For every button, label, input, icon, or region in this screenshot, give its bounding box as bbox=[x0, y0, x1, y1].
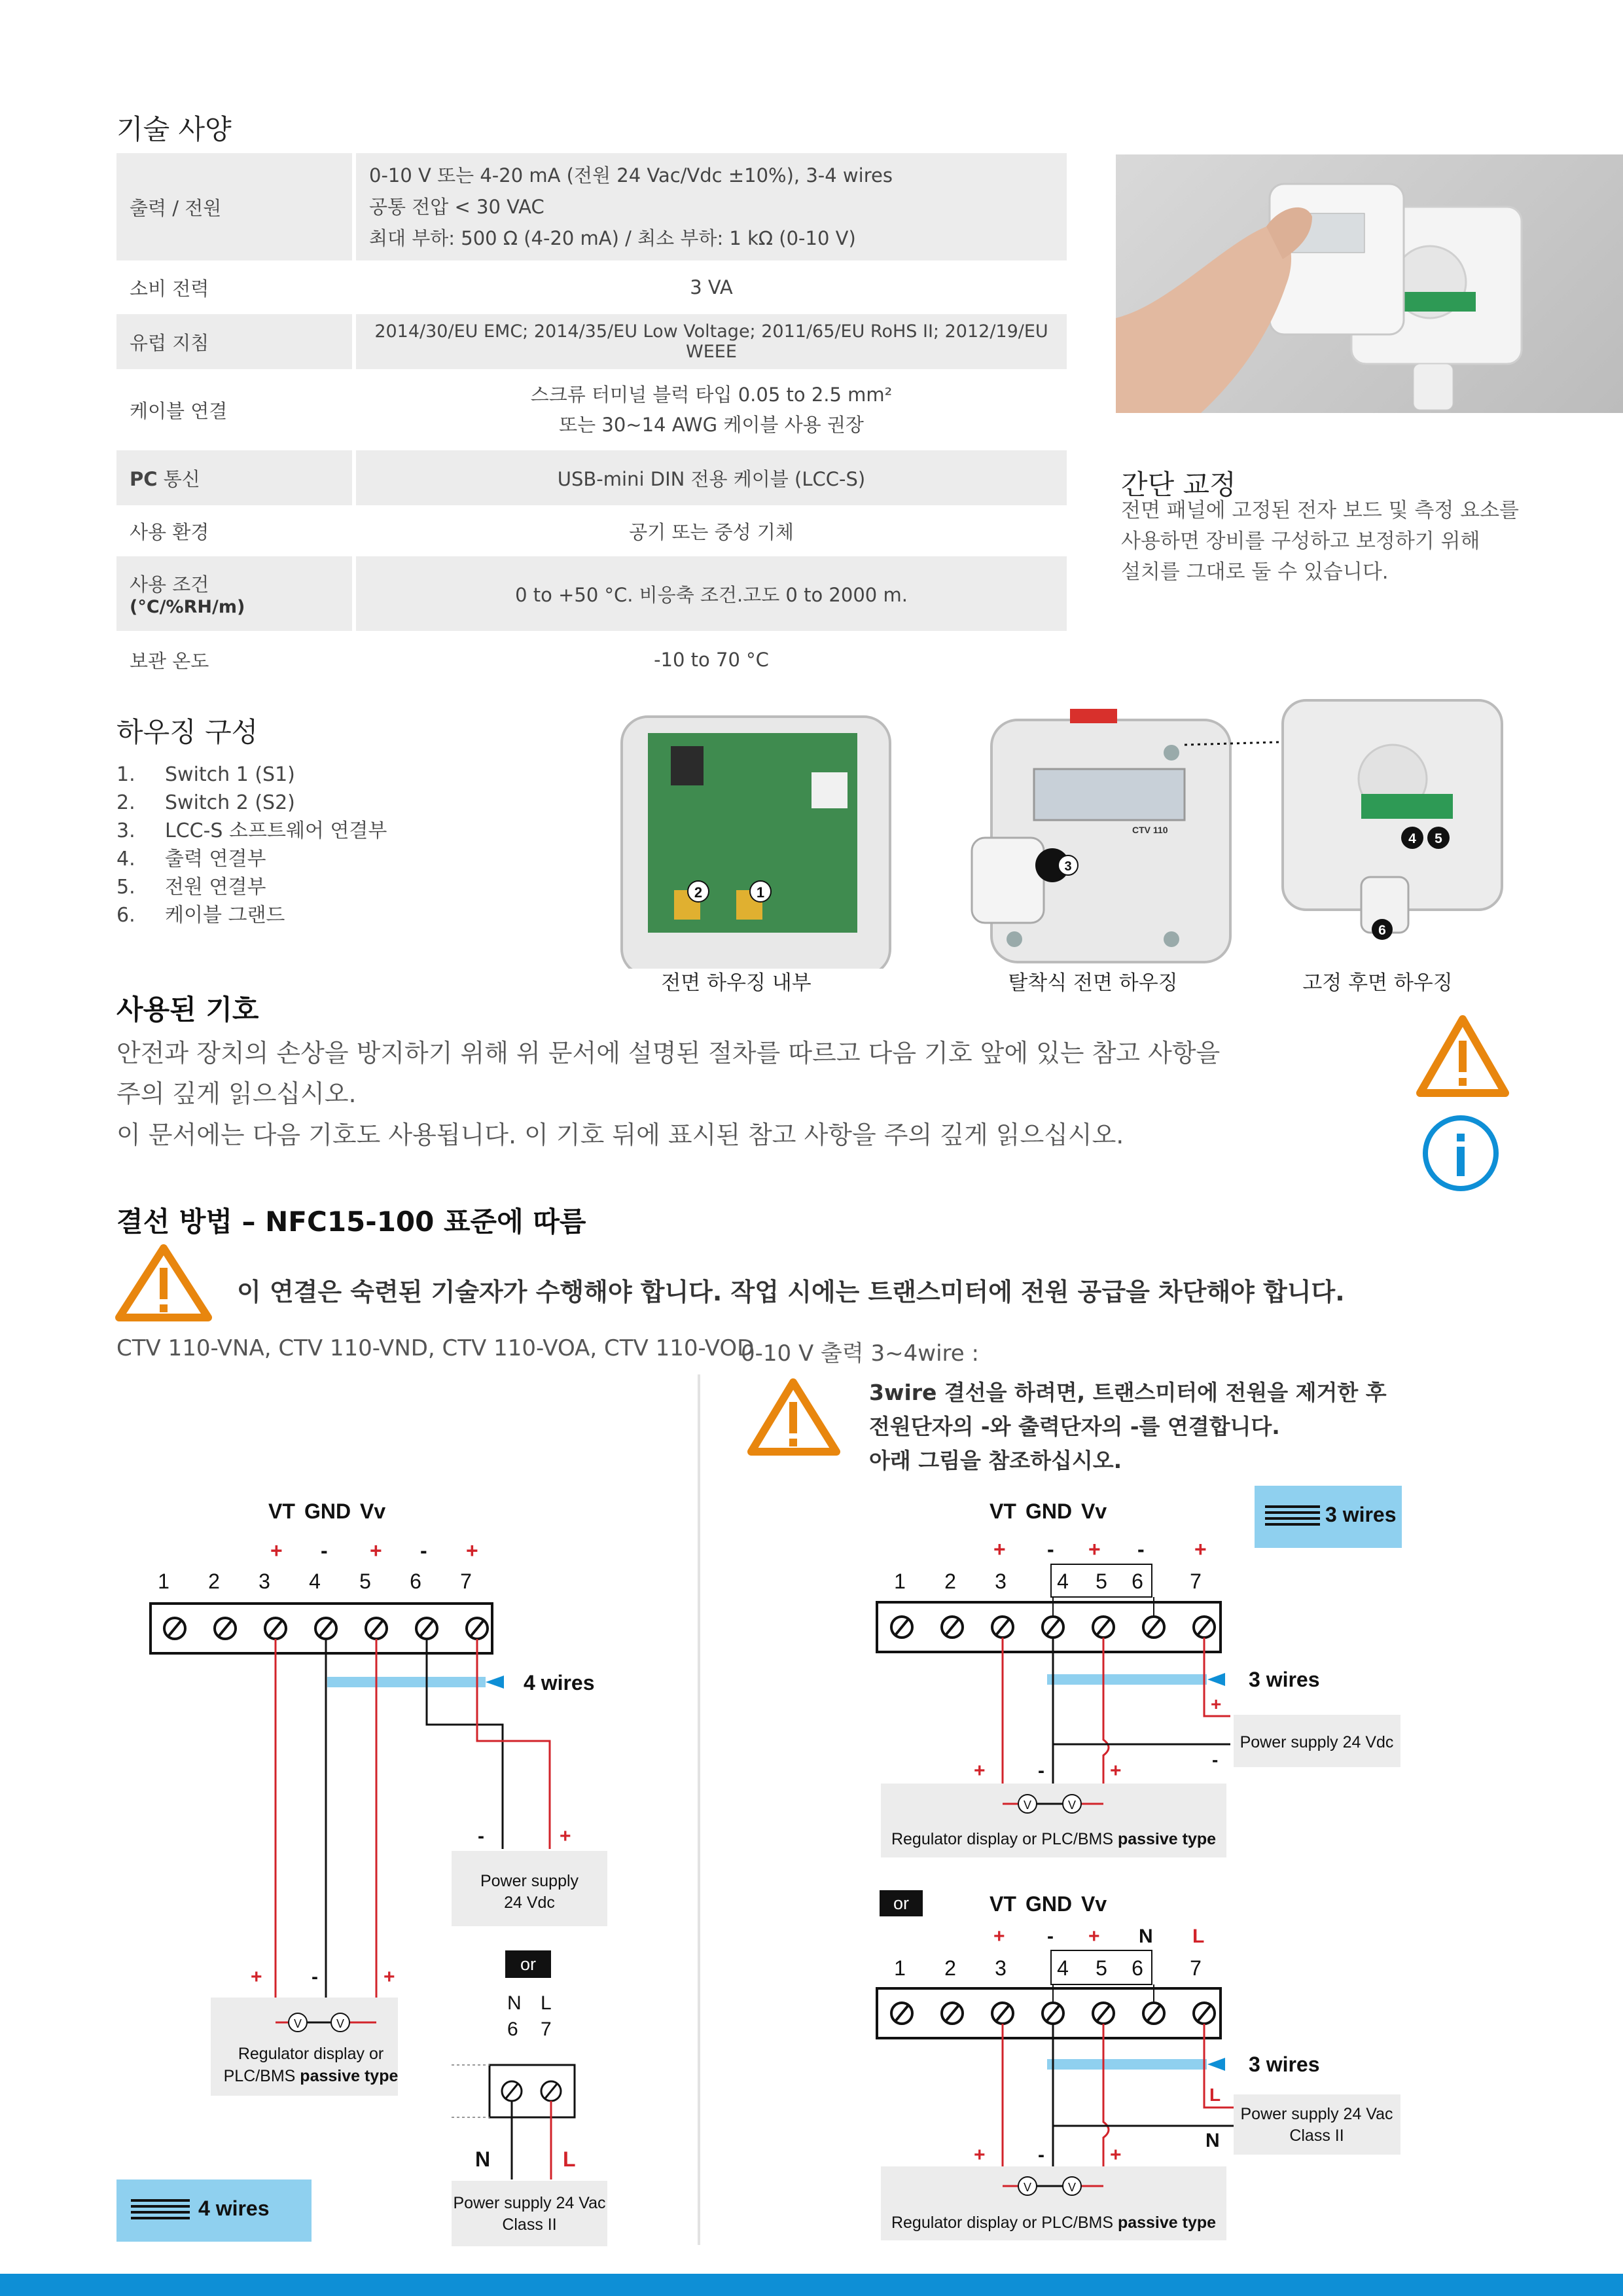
terminal-number: 5 bbox=[1096, 1956, 1107, 1980]
or-badge: or bbox=[520, 1954, 537, 1974]
quick-fix-title: 간단 교정 bbox=[1121, 469, 1236, 501]
warning-icon bbox=[111, 1240, 216, 1325]
spec-key: 케이블 연결 bbox=[116, 369, 354, 450]
terminal-number: 3 bbox=[995, 1570, 1007, 1593]
polarity-mark: + bbox=[974, 1760, 986, 1782]
brand-label: CTV 110 bbox=[1132, 825, 1168, 835]
neutral-label: N bbox=[507, 1992, 522, 2014]
spec-line: 스크류 터미널 블럭 타입 0.05 to 2.5 mm² bbox=[530, 384, 893, 406]
quick-fix-text bbox=[1121, 495, 1560, 588]
marker-1: 1 bbox=[756, 884, 765, 901]
polarity-mark: + bbox=[370, 1539, 382, 1562]
polarity-mark: + bbox=[383, 1966, 395, 1988]
wire-count-label: 3 wires bbox=[1249, 2053, 1320, 2076]
three-wire-note bbox=[869, 1376, 1387, 1478]
info-icon bbox=[1420, 1113, 1502, 1194]
installation-photo bbox=[1116, 154, 1623, 413]
column-divider bbox=[698, 1374, 700, 2245]
spec-key-main: 사용 조건 bbox=[130, 573, 209, 596]
terminal-header-vt: VT bbox=[990, 1499, 1016, 1523]
photo-label-rear-fixed: 고정 후면 하우징 bbox=[1302, 971, 1453, 995]
footer-bar bbox=[0, 2274, 1623, 2296]
or-badge: or bbox=[893, 1893, 910, 1913]
note-bold: 3wire bbox=[869, 1380, 937, 1405]
psu-label: Power supply bbox=[480, 1872, 579, 1890]
terminal-number: 1 bbox=[158, 1570, 169, 1593]
list-item bbox=[116, 789, 387, 817]
psu-label: Power supply 24 Vac bbox=[453, 2194, 606, 2212]
polarity-mark: N bbox=[1139, 1926, 1153, 1947]
front-housing-photo bbox=[972, 709, 1230, 962]
spec-value: -10 to 70 °C bbox=[654, 649, 769, 671]
polarity-mark: - bbox=[1137, 1537, 1145, 1561]
terminal-number: 1 bbox=[894, 1956, 906, 1980]
terminal-number: 4 bbox=[309, 1570, 321, 1593]
regulator-label bbox=[224, 2067, 399, 2085]
housing-list bbox=[116, 761, 387, 929]
spec-row-output bbox=[116, 153, 1067, 260]
terminal-block bbox=[151, 1604, 492, 1653]
regulator-label-bold: passive type bbox=[1117, 1830, 1217, 1848]
spec-row-power bbox=[116, 260, 1067, 314]
line-label: L bbox=[563, 2147, 576, 2171]
terminal-number: 6 bbox=[507, 2018, 518, 2040]
regulator-label-text: Regulator display or PLC/BMS bbox=[891, 2214, 1118, 2232]
marker-2: 2 bbox=[694, 884, 703, 901]
item-number: 3. bbox=[116, 819, 135, 842]
regulator-label-text: PLC/BMS bbox=[223, 2067, 300, 2085]
symbols-paragraph-1 bbox=[116, 1033, 1360, 1114]
voltmeter-label: V bbox=[1023, 1799, 1032, 1812]
wiring-warning: 이 연결은 숙련된 기술자가 수행해야 합니다. 작업 시에는 트랜스미터에 전원 공급을 차단해야 합니다. bbox=[237, 1278, 1345, 1306]
neutral-label: N bbox=[475, 2147, 491, 2171]
polarity-mark: + bbox=[1110, 1760, 1122, 1782]
polarity-mark: - bbox=[1047, 1537, 1054, 1561]
terminal-header-gnd: GND bbox=[304, 1499, 351, 1523]
spec-key: 소비 전력 bbox=[116, 260, 354, 314]
spec-row-environment bbox=[116, 505, 1067, 556]
spec-value: USB-mini DIN 전용 케이블 (LCC-S) bbox=[354, 450, 1067, 505]
psu-label: Class II bbox=[502, 2215, 557, 2234]
pcb-photo bbox=[622, 717, 890, 969]
regulator-label-bold: passive type bbox=[300, 2067, 399, 2085]
item-label: 전원 연결부 bbox=[165, 876, 266, 899]
terminal-number: 3 bbox=[259, 1570, 270, 1593]
spec-line: 0-10 V 또는 4-20 mA (전원 24 Vac/Vdc ±10%), 3-4 wires bbox=[369, 164, 893, 187]
polarity-mark: + bbox=[993, 1537, 1006, 1561]
polarity-mark: - bbox=[1047, 1926, 1054, 1947]
symbols-paragraph-2: 이 문서에는 다음 기호도 사용됩니다. 이 기호 뒤에 표시된 참고 사항을 주의 깊게 읽으십시오. bbox=[116, 1121, 1124, 1149]
list-item bbox=[116, 761, 387, 789]
wire-count-label: 3 wires bbox=[1249, 1668, 1320, 1691]
polarity-mark: + bbox=[993, 1926, 1005, 1947]
item-label: LCC-S 소프트웨어 연결부 bbox=[165, 819, 387, 842]
wiring-diagram-4wire bbox=[111, 1486, 674, 2251]
terminal-block bbox=[877, 1602, 1221, 1652]
spec-row-directives bbox=[116, 314, 1067, 369]
terminal-header-vv: Vv bbox=[1081, 1892, 1107, 1916]
spec-value: 2014/30/EU EMC; 2014/35/EU Low Voltage; 2011/65/EU RoHS II; 2012/19/EU WEEE bbox=[354, 314, 1067, 369]
regulator-label bbox=[891, 1830, 1216, 1848]
polarity-mark: + bbox=[1088, 1537, 1101, 1561]
specs-title: 기술 사양 bbox=[116, 113, 232, 145]
spec-key bbox=[116, 556, 354, 631]
wiring-diagram-3wire bbox=[851, 1486, 1505, 2251]
spec-value: 0 to +50 °C. 비응축 조건.고도 0 to 2000 m. bbox=[354, 556, 1067, 631]
terminal-header-vt: VT bbox=[990, 1892, 1016, 1916]
polarity-mark: + bbox=[251, 1966, 262, 1988]
item-number: 6. bbox=[116, 904, 135, 927]
polarity-mark: + bbox=[1194, 1537, 1207, 1561]
text-line: 아래 그림을 참조하십시오. bbox=[869, 1448, 1122, 1473]
spec-value bbox=[354, 153, 1067, 260]
polarity-mark: - bbox=[312, 1966, 318, 1988]
text-line: 전면 패널에 고정된 전자 보드 및 측정 요소를 bbox=[1121, 499, 1520, 522]
spec-row-conditions bbox=[116, 556, 1067, 631]
terminal-header-gnd: GND bbox=[1026, 1499, 1073, 1523]
line-label: L bbox=[1209, 2085, 1221, 2105]
polarity-mark: - bbox=[321, 1539, 328, 1562]
terminal-block bbox=[877, 1988, 1221, 2038]
spec-key-bold: PC bbox=[130, 467, 158, 490]
spec-key-rest: 통신 bbox=[157, 467, 200, 490]
spec-key: 사용 환경 bbox=[116, 505, 354, 556]
terminal-header-vt: VT bbox=[268, 1499, 295, 1523]
psu-label: Power supply 24 Vac bbox=[1240, 2105, 1393, 2123]
spec-key: 보관 온도 bbox=[116, 631, 354, 689]
wiring-output: 0-10 V 출력 3~4wire : bbox=[741, 1340, 979, 1367]
polarity-mark: - bbox=[1038, 2144, 1044, 2166]
polarity-mark: + bbox=[1211, 1694, 1222, 1714]
terminal-number: 1 bbox=[894, 1570, 906, 1593]
terminal-number: 5 bbox=[1096, 1570, 1107, 1593]
voltmeter-label: V bbox=[336, 2017, 345, 2030]
photo-label-front-inside: 전면 하우징 내부 bbox=[661, 971, 812, 995]
terminal-number: 2 bbox=[944, 1570, 956, 1593]
terminal-header-vv: Vv bbox=[360, 1499, 386, 1523]
psu-label: Power supply 24 Vdc bbox=[1240, 1733, 1394, 1751]
wires-icon bbox=[131, 2199, 190, 2223]
polarity-mark: - bbox=[1038, 1760, 1044, 1782]
terminal-number: 7 bbox=[1190, 1570, 1202, 1593]
housing-title: 하우징 구성 bbox=[116, 716, 259, 748]
terminal-number: 2 bbox=[944, 1956, 956, 1980]
installation-illustration bbox=[1116, 154, 1623, 413]
item-number: 4. bbox=[116, 848, 135, 870]
polarity-mark: + bbox=[974, 2144, 986, 2166]
list-item bbox=[116, 901, 387, 929]
list-item bbox=[116, 873, 387, 901]
voltmeter-label: V bbox=[293, 2017, 302, 2030]
wire-count-label: 4 wires bbox=[524, 1671, 595, 1695]
psu-label: Class II bbox=[1289, 2126, 1344, 2145]
marker-5: 5 bbox=[1435, 831, 1442, 846]
power-supply-ac-box bbox=[452, 2181, 607, 2246]
regulator-label-text: Regulator display or PLC/BMS bbox=[891, 1830, 1118, 1848]
item-label: Switch 1 (S1) bbox=[165, 763, 295, 786]
terminal-number: 7 bbox=[460, 1570, 472, 1593]
polarity-mark: + bbox=[1088, 1926, 1100, 1947]
warning-icon bbox=[1414, 1011, 1512, 1103]
polarity-mark: - bbox=[1212, 1749, 1219, 1770]
spec-key-sub: (°C/%RH/m) bbox=[130, 597, 245, 617]
photo-label-front-removable: 탈착식 전면 하우징 bbox=[1008, 971, 1178, 995]
voltmeter-label: V bbox=[1067, 1799, 1077, 1812]
legend-label: 4 wires bbox=[198, 2197, 270, 2220]
text-line bbox=[869, 1376, 1387, 1410]
terminal-number: 7 bbox=[541, 2018, 552, 2040]
note-text: 결선을 하려면, 트랜스미터에 전원을 제거한 후 bbox=[936, 1380, 1387, 1405]
rear-housing-photo bbox=[1283, 700, 1502, 940]
terminal-number: 4 bbox=[1057, 1956, 1069, 1980]
spec-key bbox=[116, 450, 354, 505]
terminal-number: 5 bbox=[359, 1570, 371, 1593]
text-line: 전원단자의 -와 출력단자의 -를 연결합니다. bbox=[869, 1414, 1280, 1439]
item-number: 2. bbox=[116, 791, 135, 814]
polarity-mark: + bbox=[560, 1825, 571, 1847]
spec-row-pc bbox=[116, 450, 1067, 505]
spec-row-cable bbox=[116, 369, 1067, 450]
marker-4: 4 bbox=[1408, 831, 1416, 846]
terminal-number: 4 bbox=[1057, 1570, 1069, 1593]
spec-line: 또는 30~14 AWG 케이블 사용 권장 bbox=[559, 414, 864, 436]
item-label: 케이블 그랜드 bbox=[165, 904, 285, 927]
symbols-title: 사용된 기호 bbox=[116, 994, 259, 1026]
polarity-mark: + bbox=[270, 1539, 283, 1562]
spec-value bbox=[354, 369, 1067, 450]
spec-key: 유럽 지침 bbox=[116, 314, 354, 369]
psu-label: 24 Vdc bbox=[504, 1893, 555, 1912]
spec-row-storage bbox=[116, 631, 1067, 689]
wiring-title: 결선 방법 – NFC15-100 표준에 따름 bbox=[116, 1206, 586, 1238]
voltmeter-label: V bbox=[1023, 2181, 1032, 2194]
legend-label: 3 wires bbox=[1325, 1503, 1397, 1526]
polarity-mark: - bbox=[420, 1539, 427, 1562]
polarity-mark: - bbox=[478, 1825, 484, 1847]
spec-line: 최대 부하: 500 Ω (4-20 mA) / 최소 부하: 1 kΩ (0-10 V) bbox=[369, 227, 856, 249]
polarity-mark: L bbox=[1192, 1926, 1205, 1947]
item-number: 5. bbox=[116, 876, 135, 899]
spec-value: 공기 또는 중성 기체 bbox=[629, 520, 794, 543]
wiring-models: CTV 110-VNA, CTV 110-VND, CTV 110-VOA, CTV 110-VOD bbox=[116, 1335, 755, 1361]
terminal-number: 2 bbox=[208, 1570, 220, 1593]
item-label: Switch 2 (S2) bbox=[165, 791, 295, 814]
text-line: 안전과 장치의 손상을 방지하기 위해 위 문서에 설명된 절차를 따르고 다음 기호 앞에 있는 참고 사항을 bbox=[116, 1039, 1221, 1067]
list-item bbox=[116, 845, 387, 873]
polarity-mark: + bbox=[1110, 2144, 1122, 2166]
regulator-label-bold: passive type bbox=[1117, 2214, 1217, 2232]
text-line: 주의 깊게 읽으십시오. bbox=[116, 1079, 357, 1108]
text-line: 사용하면 장비를 구성하고 보정하기 위해 bbox=[1121, 529, 1480, 553]
line-label: L bbox=[541, 1992, 552, 2014]
power-supply-ac-box bbox=[1234, 2094, 1400, 2155]
item-number: 1. bbox=[116, 763, 135, 786]
terminal-header-vv: Vv bbox=[1081, 1499, 1107, 1523]
item-label: 출력 연결부 bbox=[165, 848, 266, 870]
terminal-number: 6 bbox=[1132, 1956, 1143, 1980]
terminal-number: 3 bbox=[995, 1956, 1007, 1980]
spec-value: 3 VA bbox=[690, 276, 733, 298]
list-item bbox=[116, 817, 387, 845]
terminal-header-gnd: GND bbox=[1026, 1892, 1073, 1916]
terminal-number: 7 bbox=[1190, 1956, 1202, 1980]
spec-table bbox=[116, 153, 1067, 689]
marker-3: 3 bbox=[1064, 859, 1072, 874]
polarity-mark: + bbox=[466, 1539, 478, 1562]
regulator-label: Regulator display or bbox=[238, 2045, 384, 2063]
housing-photos bbox=[609, 687, 1525, 969]
spec-line: 공통 전압 < 30 VAC bbox=[369, 196, 544, 218]
voltmeter-label: V bbox=[1067, 2181, 1077, 2194]
legend-4-wires bbox=[116, 2179, 312, 2242]
warning-icon bbox=[746, 1374, 844, 1460]
terminal-number: 6 bbox=[1132, 1570, 1143, 1593]
neutral-label: N bbox=[1205, 2130, 1220, 2151]
terminal-number: 6 bbox=[410, 1570, 421, 1593]
regulator-label bbox=[891, 2214, 1216, 2232]
spec-key: 출력 / 전원 bbox=[116, 153, 354, 260]
marker-6: 6 bbox=[1378, 923, 1386, 938]
text-line: 설치를 그대로 둘 수 있습니다. bbox=[1121, 560, 1389, 584]
